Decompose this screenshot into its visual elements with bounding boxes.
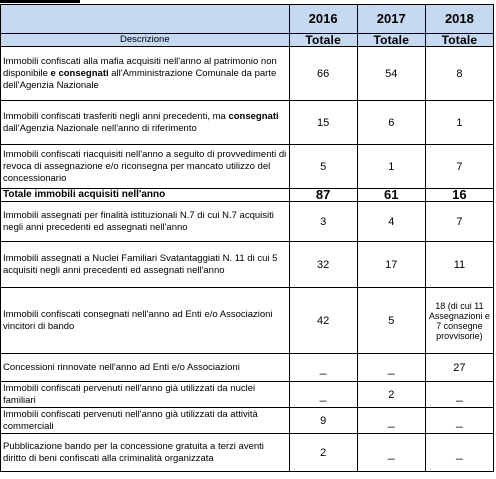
value-2018: 7 bbox=[425, 145, 493, 189]
value-2017: 1 bbox=[357, 145, 425, 189]
header-year-2017: 2017 bbox=[357, 5, 425, 34]
value-2018: _ bbox=[425, 434, 493, 472]
table-row bbox=[1, 382, 494, 408]
total-2018: 16 bbox=[425, 189, 493, 202]
value-2017: 5 bbox=[357, 288, 425, 354]
value-2018: _ bbox=[425, 408, 493, 434]
total-2017: 61 bbox=[357, 189, 425, 202]
desc-text: Immobili confiscati riacquisiti nell'anno a seguito di provvedimenti di revoca di assegnazione e/o riconsegna per mancato utilizzo del concessionario bbox=[3, 148, 287, 184]
value-2017: 17 bbox=[357, 242, 425, 288]
value-2016: _ bbox=[289, 382, 357, 408]
header-year-2018: 2018 bbox=[425, 5, 493, 34]
table-row bbox=[1, 408, 494, 434]
row-description bbox=[1, 145, 290, 189]
desc-emphasis: consegnati bbox=[228, 110, 279, 122]
value-2016: 9 bbox=[289, 408, 357, 434]
value-2017: _ bbox=[357, 408, 425, 434]
desc-text: dall'Agenzia Nazionale nell'anno di riferimento bbox=[3, 122, 197, 134]
value-2017: 54 bbox=[357, 47, 425, 101]
value-2016: 42 bbox=[289, 288, 357, 354]
value-2016: 15 bbox=[289, 101, 357, 145]
value-2017: _ bbox=[357, 354, 425, 382]
table-row bbox=[1, 288, 494, 354]
header-subtitle-row bbox=[1, 34, 494, 47]
row-description bbox=[1, 47, 290, 101]
value-2018: 18 (di cui 11 Assegnazioni e 7 consegne provvisorie) bbox=[425, 288, 493, 354]
table-row bbox=[1, 47, 494, 101]
value-2017: 4 bbox=[357, 202, 425, 242]
table-row bbox=[1, 145, 494, 189]
value-2017: _ bbox=[357, 434, 425, 472]
header-total-2017: Totale bbox=[357, 34, 425, 47]
value-2016: 32 bbox=[289, 242, 357, 288]
value-2018: 7 bbox=[425, 202, 493, 242]
value-2018: 27 bbox=[425, 354, 493, 382]
table-row bbox=[1, 434, 494, 472]
row-description bbox=[1, 101, 290, 145]
top-border-line bbox=[0, 0, 80, 3]
row-description: Pubblicazione bando per la concessione gratuita a terzi aventi diritto di beni confiscati alla criminalità organizzata bbox=[1, 434, 290, 472]
row-description: Immobili confiscati consegnati nell'anno ad Enti e/o Associazioni vincitori di bando bbox=[1, 288, 290, 354]
table-row bbox=[1, 101, 494, 145]
header-empty-cell bbox=[1, 5, 290, 34]
value-2018: _ bbox=[425, 382, 493, 408]
row-description: Immobili assegnati a Nuclei Familiari Svatantaggiati N. 11 di cui 5 acquisiti negli anni precedenti ed assegnati nell'anno bbox=[1, 242, 290, 288]
value-2016: 66 bbox=[289, 47, 357, 101]
desc-text: Immobili confiscati trasferiti negli anni precedenti, ma bbox=[3, 110, 229, 122]
header-year-row bbox=[1, 5, 494, 34]
table-row bbox=[1, 354, 494, 382]
value-2016: _ bbox=[289, 354, 357, 382]
desc-text: Immobili confiscati alla mafia acquisiti nell'anno al patrimonio non disponibile bbox=[3, 55, 277, 79]
row-description: Immobili confiscati pervenuti nell'anno già utilizzati da attività commerciali bbox=[1, 408, 290, 434]
table-row bbox=[1, 202, 494, 242]
value-2017: 6 bbox=[357, 101, 425, 145]
header-year-2016: 2016 bbox=[289, 5, 357, 34]
desc-text: all'Amministrazione Comunale da parte dell'Agenzia Nazionale bbox=[3, 67, 277, 91]
desc-emphasis: e consegnati bbox=[50, 67, 109, 79]
table-row bbox=[1, 242, 494, 288]
row-description: Concessioni rinnovate nell'anno ad Enti e/o Associazioni bbox=[1, 354, 290, 382]
header-total-2016: Totale bbox=[289, 34, 357, 47]
value-2016: 5 bbox=[289, 145, 357, 189]
total-2016: 87 bbox=[289, 189, 357, 202]
value-2017: 2 bbox=[357, 382, 425, 408]
row-description: Immobili confiscati pervenuti nell'anno già utilizzati da nuclei familiari bbox=[1, 382, 290, 408]
value-2018: 8 bbox=[425, 47, 493, 101]
total-row bbox=[1, 189, 494, 202]
value-2018: 1 bbox=[425, 101, 493, 145]
value-2018: 11 bbox=[425, 242, 493, 288]
row-description: Immobili assegnati per finalità istituzionali N.7 di cui N.7 acquisiti negli anni precedenti ed assegnati nell'anno bbox=[1, 202, 290, 242]
value-2016: 2 bbox=[289, 434, 357, 472]
confiscated-assets-table bbox=[0, 4, 494, 472]
total-label: Totale immobili acquisiti nell'anno bbox=[1, 189, 290, 202]
header-description: Descrizione bbox=[1, 34, 290, 47]
value-2016: 3 bbox=[289, 202, 357, 242]
header-total-2018: Totale bbox=[425, 34, 493, 47]
